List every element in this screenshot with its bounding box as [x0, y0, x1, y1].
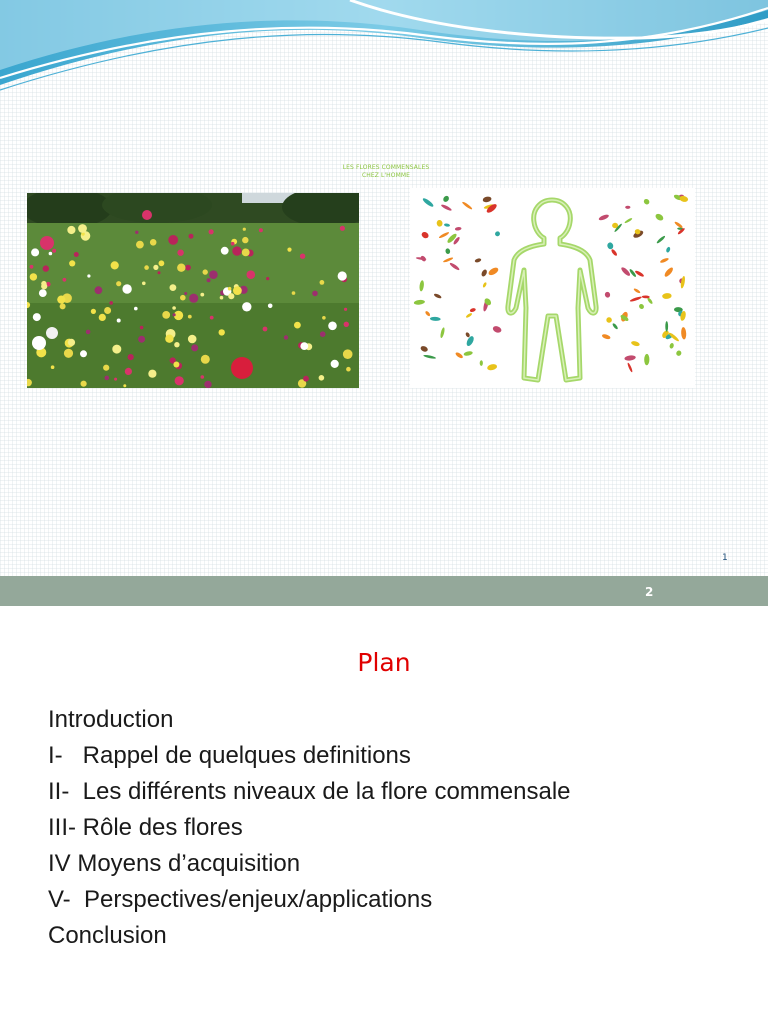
flower-blossom	[140, 326, 144, 330]
flower-blossom	[116, 281, 121, 286]
slide-1-title-line-2: CHEZ L'HOMME	[361, 172, 411, 179]
plan-outline-list	[48, 702, 571, 954]
flower-blossom	[243, 228, 246, 231]
flower-blossom	[81, 381, 87, 387]
flower-blossom	[180, 295, 186, 301]
flower-blossom	[343, 349, 353, 359]
flower-blossom	[30, 273, 37, 280]
flower-blossom	[344, 308, 347, 311]
flower-blossom	[344, 322, 349, 327]
flower-blossom	[125, 368, 132, 375]
flower-blossom	[128, 354, 134, 360]
flower-blossom	[201, 355, 210, 364]
flower-blossom	[46, 327, 58, 339]
slide-1-page-number: 1	[722, 553, 728, 563]
flower-blossom	[86, 330, 91, 335]
flower-blossom	[346, 367, 351, 372]
flower-blossom	[174, 342, 179, 347]
flower-blossom	[148, 370, 156, 378]
flower-blossom	[200, 293, 204, 297]
flower-blossom	[105, 376, 110, 381]
flower-blossom	[162, 311, 170, 319]
plan-item-conclusion: Conclusion	[48, 922, 167, 949]
flower-blossom	[231, 242, 235, 246]
flower-blossom	[220, 296, 224, 300]
flower-blossom	[320, 331, 326, 337]
flower-blossom	[312, 291, 318, 297]
flower-blossom	[247, 270, 256, 279]
flower-blossom	[136, 241, 144, 249]
flower-blossom	[158, 271, 161, 274]
plan-item-acquisition: IV Moyens d’acquisition	[48, 850, 301, 877]
flower-blossom	[201, 375, 205, 379]
flower-blossom	[292, 291, 296, 295]
flower-blossom	[263, 327, 268, 332]
flower-blossom	[300, 342, 308, 350]
flower-blossom	[331, 360, 339, 368]
flower-blossom	[52, 249, 56, 253]
plan-item-definitions: I- Rappel de quelques definitions	[48, 742, 411, 769]
flower-blossom	[338, 271, 347, 280]
flower-blossom	[111, 261, 119, 269]
flower-blossom	[91, 309, 96, 314]
flower-blossom	[31, 248, 39, 256]
microbe-shape	[665, 321, 668, 332]
flower-blossom	[109, 301, 113, 305]
flower-blossom	[80, 350, 87, 357]
flower-blossom	[184, 292, 187, 295]
flower-blossom	[203, 269, 208, 274]
flower-blossom	[99, 314, 106, 321]
flower-blossom	[68, 339, 75, 346]
flower-blossom	[328, 322, 337, 331]
slide-1-title-line-1: LES FLORES COMMENSALES	[342, 164, 430, 171]
header-wave-decoration	[0, 0, 768, 95]
flower-blossom	[123, 384, 126, 387]
flower-blossom	[188, 335, 197, 344]
flower-blossom	[138, 336, 145, 343]
flower-blossom	[228, 287, 232, 291]
flower-blossom	[173, 362, 179, 368]
human-microbiome-illustration	[410, 188, 695, 388]
flower-blossom	[209, 270, 218, 279]
flower-blossom	[153, 265, 158, 270]
flower-blossom	[268, 304, 273, 309]
flower-blossom	[67, 226, 75, 234]
slide-2-page-number: 2	[645, 585, 654, 599]
wildflower-meadow-photo	[27, 193, 359, 388]
flower-blossom	[144, 265, 149, 270]
flower-blossom	[74, 252, 79, 257]
flower-blossom	[228, 293, 234, 299]
plan-item-levels: II- Les différents niveaux de la flore commensale	[48, 778, 571, 805]
flower-blossom	[207, 278, 211, 282]
flower-blossom	[233, 286, 242, 295]
flower-blossom	[78, 224, 87, 233]
flower-blossom	[33, 313, 41, 321]
flower-blossom	[40, 236, 54, 250]
flower-blossom	[232, 246, 241, 255]
flower-blossom	[117, 319, 121, 323]
flower-blossom	[87, 274, 90, 277]
plan-item-introduction: Introduction	[48, 706, 174, 733]
flower-blossom	[150, 239, 157, 246]
flower-blossom	[259, 228, 263, 232]
flower-blossom	[39, 289, 47, 297]
flower-blossom	[175, 376, 184, 385]
flower-blossom	[142, 210, 152, 220]
flower-blossom	[210, 316, 214, 320]
slide-1-title	[300, 164, 472, 180]
flower-blossom	[300, 254, 305, 259]
flower-blossom	[266, 277, 269, 280]
plan-item-perspectives: V- Perspectives/enjeux/applications	[48, 886, 433, 913]
flower-blossom	[122, 284, 131, 293]
flower-blossom	[134, 307, 138, 311]
flower-blossom	[159, 260, 165, 266]
flower-blossom	[41, 281, 46, 286]
flower-blossom	[112, 345, 121, 354]
flower-blossom	[284, 335, 288, 339]
flower-blossom	[188, 315, 192, 319]
plan-item-role: III- Rôle des flores	[48, 814, 243, 841]
flower-blossom	[219, 329, 225, 335]
flower-blossom	[64, 349, 73, 358]
flower-blossom	[189, 294, 198, 303]
flower-blossom	[51, 365, 55, 369]
flower-blossom	[60, 303, 66, 309]
flower-blossom	[32, 336, 46, 350]
flower-blossom	[135, 231, 138, 234]
microbe-shape	[625, 206, 630, 209]
flower-blossom	[43, 265, 49, 271]
flower-blossom	[30, 265, 34, 269]
flower-blossom	[63, 278, 67, 282]
flower-blossom	[170, 284, 177, 291]
flower-blossom	[69, 260, 75, 266]
flower-blossom	[221, 247, 229, 255]
flower-blossom	[189, 234, 194, 239]
flower-blossom	[168, 235, 178, 245]
flower-blossom	[177, 250, 183, 256]
flower-blossom	[320, 280, 325, 285]
flower-blossom	[142, 282, 146, 286]
flower-blossom	[242, 249, 250, 257]
flower-blossom	[303, 376, 309, 382]
flower-blossom	[104, 307, 111, 314]
flower-blossom	[165, 335, 173, 343]
flower-blossom	[177, 264, 185, 272]
flower-blossom	[114, 378, 117, 381]
flower-blossom	[242, 237, 248, 243]
flower-blossom	[242, 302, 251, 311]
plan-title: Plan	[357, 648, 411, 677]
flower-blossom	[209, 229, 214, 234]
flower-blossom	[204, 381, 211, 388]
flower-blossom	[173, 313, 176, 316]
flower-blossom	[231, 357, 253, 379]
flower-blossom	[103, 365, 109, 371]
flower-blossom	[95, 286, 103, 294]
flower-blossom	[319, 375, 325, 381]
flower-blossom	[49, 252, 53, 256]
flower-blossom	[294, 322, 301, 329]
flower-blossom	[287, 248, 291, 252]
flower-blossom	[191, 344, 198, 351]
flower-blossom	[322, 316, 326, 320]
flower-blossom	[57, 296, 65, 304]
flower-blossom	[172, 306, 176, 310]
flower-blossom	[340, 226, 345, 231]
flower-blossom	[185, 265, 191, 271]
